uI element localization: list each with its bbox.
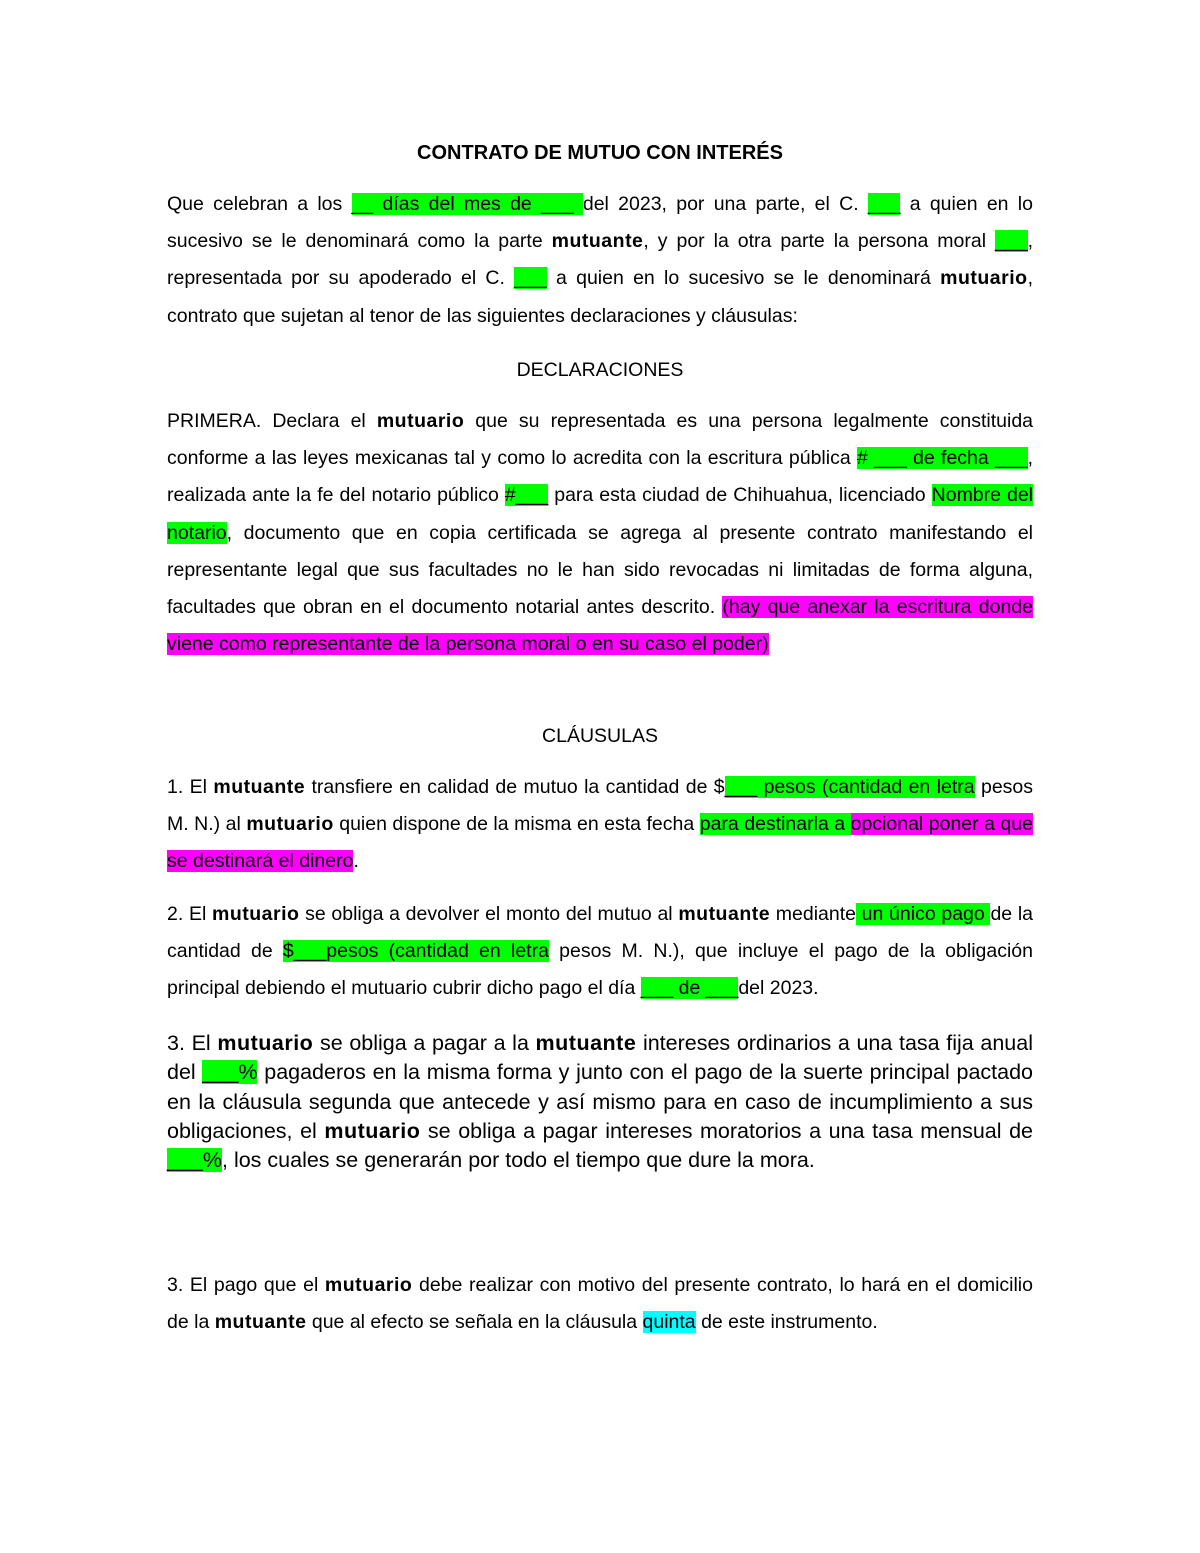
- placeholder-highlight: ___ de ___: [640, 977, 739, 1000]
- placeholder-highlight: un único pago: [855, 903, 991, 925]
- clausula-3-payment-paragraph: 3. El pago que el mutuario debe realizar con motivo del presente contrato, lo hará en el domicilio de la mutuante que al efecto se señala en la cláusula quinta de este instrumento.: [167, 1274, 1033, 1334]
- placeholder-highlight: ___%: [167, 1148, 222, 1173]
- placeholder-highlight: # ___ de fecha ___: [857, 447, 1028, 470]
- reference-highlight: quinta: [642, 1311, 696, 1334]
- note-highlight: (hay que anexar la escritura donde viene como representante de la persona moral o en su caso el poder): [167, 596, 1034, 656]
- clausula-1-paragraph: 1. El mutuante transfiere en calidad de mutuo la cantidad de $___ pesos (cantidad en letra pesos M. N.) al mutuario quien dispone de la misma en esta fecha para destinarla a opcional poner a que se destinará el dinero.: [167, 776, 1034, 873]
- placeholder-highlight: ___ pesos (cantidad en letra: [724, 776, 975, 798]
- placeholder-highlight: ___: [867, 193, 901, 215]
- placeholder-highlight: ___%: [202, 1060, 258, 1085]
- declaraciones-heading: DECLARACIONES: [516, 359, 684, 381]
- document-title: CONTRATO DE MUTUO CON INTERÉS: [417, 142, 783, 164]
- primera-paragraph: PRIMERA. Declara el mutuario que su representada es una persona legalmente constituida conforme a las leyes mexicanas tal y como lo acredita con la escritura pública # ___ de fecha ___, realizada ante la fe del notario público #___ para esta ciudad de Chihuahua, licenciado Nombre del notario, documento que en copia certificada se agrega al presente contrato manifestando el representante legal que sus facultades no le han sido revocadas ni limitadas de forma alguna, facultades que obran en el documento notarial antes descrito. (hay que anexar la escritura donde viene como representante de la persona moral o en su caso el poder): [167, 410, 1034, 656]
- intro-paragraph: Que celebran a los __ días del mes de ___ del 2023, por una parte, el C. ___ a quien en lo sucesivo se le denominará como la parte mutuante, y por la otra parte la persona moral ___, representada por su apoderado el C. ___ a quien en lo sucesivo se le denominará mutuario, contrato que sujetan al tenor de las siguientes declaraciones y cláusulas:: [167, 193, 1033, 327]
- placeholder-highlight: para destinarla a: [699, 813, 851, 836]
- placeholder-highlight: ___: [995, 230, 1028, 253]
- placeholder-highlight: #___: [504, 484, 549, 507]
- placeholder-highlight: ___: [514, 267, 547, 290]
- clausulas-heading: CLÁUSULAS: [542, 725, 658, 747]
- placeholder-highlight: Nombre del notario: [167, 484, 1034, 544]
- note-highlight: opcional poner a que se destinará el dinero: [167, 813, 1033, 873]
- placeholder-highlight: $___pesos (cantidad en letra: [282, 940, 549, 963]
- clausula-2-paragraph: 2. El mutuario se obliga a devolver el monto del mutuo al mutuante mediante un único pago de la cantidad de $___pesos (cantidad en letra pesos M. N.), que incluye el pago de la obligación principal debiendo el mutuario cubrir dicho pago el día ___ de ___del 2023.: [167, 903, 1034, 1000]
- placeholder-highlight: __ días del mes de ___: [351, 193, 583, 215]
- clausula-3-interest-paragraph: 3. El mutuario se obliga a pagar a la mutuante intereses ordinarios a una tasa fija anual del ___% pagaderos en la misma forma y junto con el pago de la suerte principal pactado en la cláusula segunda que antecede y así mismo para en caso de incumplimiento a sus obligaciones, el mutuario se obliga a pagar intereses moratorios a una tasa mensual de ___%, los cuales se generarán por todo el tiempo que dure la mora.: [167, 1031, 1034, 1173]
